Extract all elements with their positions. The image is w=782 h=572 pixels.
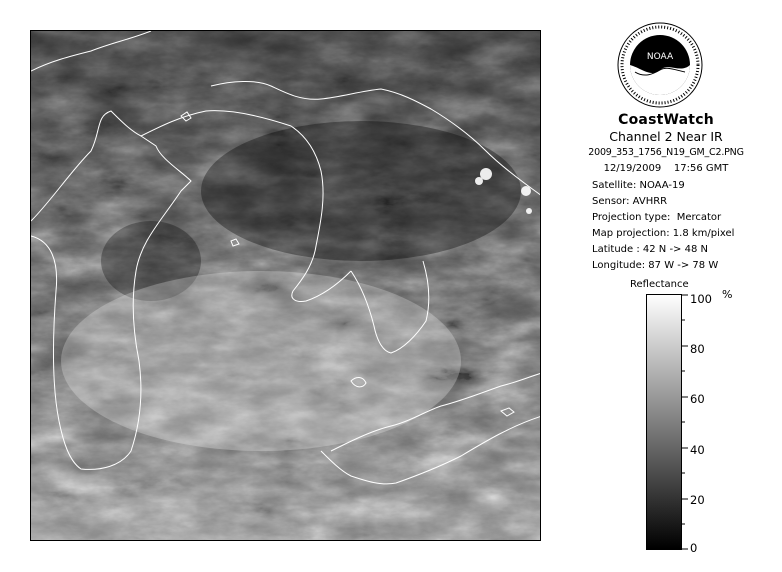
latitude-label: Latitude : 42 N -> 48 N (592, 244, 708, 255)
colorbar-tick-0: 0 (690, 541, 698, 555)
colorbar-tick-40: 40 (690, 443, 705, 457)
filename-label: 2009_353_1756_N19_GM_C2.PNG (588, 147, 744, 158)
projection-label: Projection type: Mercator (592, 212, 722, 223)
satellite-image (30, 30, 541, 541)
colorbar-tick-100: 100 (690, 292, 712, 306)
channel-label: Channel 2 Near IR (609, 129, 723, 144)
colorbar-tick-20: 20 (690, 493, 705, 507)
sensor-label: Sensor: AVHRR (592, 196, 668, 207)
noaa-logo (617, 22, 703, 108)
colorbar (646, 294, 682, 550)
colorbar-ticks (646, 294, 692, 550)
satellite-label: Satellite: NOAA-19 (592, 180, 685, 191)
colorbar-tick-60: 60 (690, 392, 705, 406)
great-lakes-imagery (31, 31, 541, 541)
colorbar-unit: % (722, 288, 733, 301)
logo-text: NOAA (646, 52, 674, 62)
datetime-label: 12/19/2009 17:56 GMT (603, 163, 729, 174)
map-projection-label: Map projection: 1.8 km/pixel (592, 228, 735, 239)
colorbar-title: Reflectance (630, 279, 689, 290)
brand-title: CoastWatch (618, 112, 714, 128)
longitude-label: Longitude: 87 W -> 78 W (592, 260, 719, 271)
colorbar-tick-80: 80 (690, 342, 705, 356)
